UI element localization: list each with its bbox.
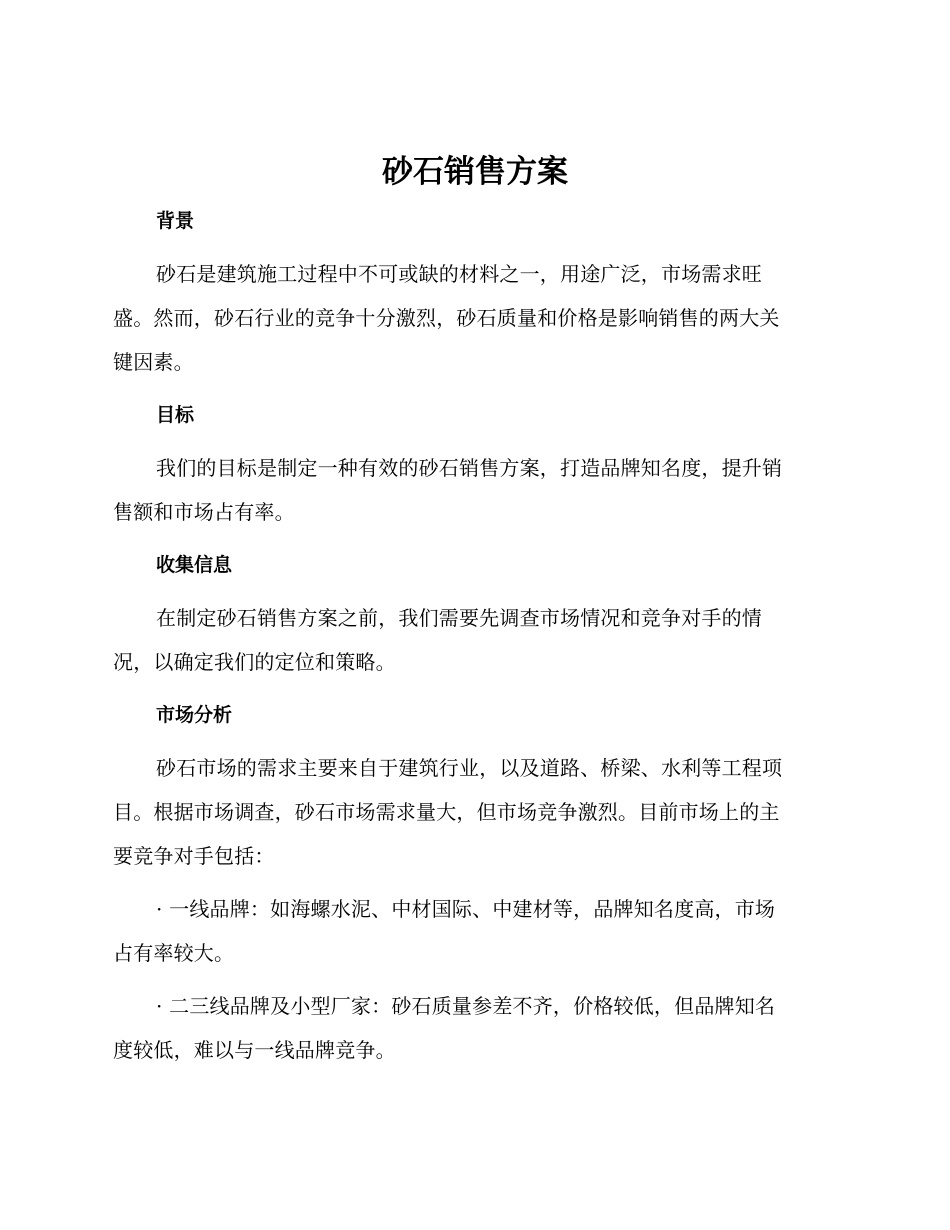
list-item-first-tier-brands xyxy=(113,887,833,975)
paragraph-line: 售额和市场占有率。 xyxy=(113,500,295,524)
paragraph-line: 占有率较大。 xyxy=(113,941,235,965)
paragraph-line: 盛。然而，砂石行业的竞争十分激烈，砂石质量和价格是影响销售的两大关 xyxy=(113,306,780,330)
paragraph-line: 在制定砂石销售方案之前，我们需要先调查市场情况和竞争对手的情 xyxy=(156,606,762,630)
paragraph-market-analysis xyxy=(113,746,833,878)
section-heading-market-analysis: 市场分析 xyxy=(156,704,233,726)
paragraph-line: 键因素。 xyxy=(113,350,194,374)
section-heading-collect-info: 收集信息 xyxy=(156,554,233,576)
paragraph-background xyxy=(113,252,833,384)
paragraph-line: 砂石是建筑施工过程中不可或缺的材料之一，用途广泛，市场需求旺 xyxy=(156,262,762,286)
list-item-second-tier-brands xyxy=(113,984,833,1072)
paragraph-goal xyxy=(113,446,833,534)
paragraph-line: · 一线品牌：如海螺水泥、中材国际、中建材等，品牌知名度高，市场 xyxy=(156,897,776,921)
paragraph-line: 砂石市场的需求主要来自于建筑行业，以及道路、桥梁、水利等工程项 xyxy=(156,756,783,780)
document-body xyxy=(113,199,833,1072)
section-heading-background: 背景 xyxy=(156,210,195,232)
section-heading-goal: 目标 xyxy=(156,404,195,426)
paragraph-collect-info xyxy=(113,596,833,684)
paragraph-line: 要竞争对手包括： xyxy=(113,844,275,868)
paragraph-line: 况，以确定我们的定位和策略。 xyxy=(113,650,396,674)
paragraph-line: 我们的目标是制定一种有效的砂石销售方案，打造品牌知名度，提升销 xyxy=(156,456,783,480)
paragraph-line: 目。根据市场调查，砂石市场需求量大，但市场竞争激烈。目前市场上的主 xyxy=(113,800,780,824)
document-title: 砂石销售方案 xyxy=(382,154,568,190)
paragraph-line: 度较低，难以与一线品牌竞争。 xyxy=(113,1038,396,1062)
paragraph-line: · 二三线品牌及小型厂家：砂石质量参差不齐，价格较低，但品牌知名 xyxy=(156,994,776,1018)
